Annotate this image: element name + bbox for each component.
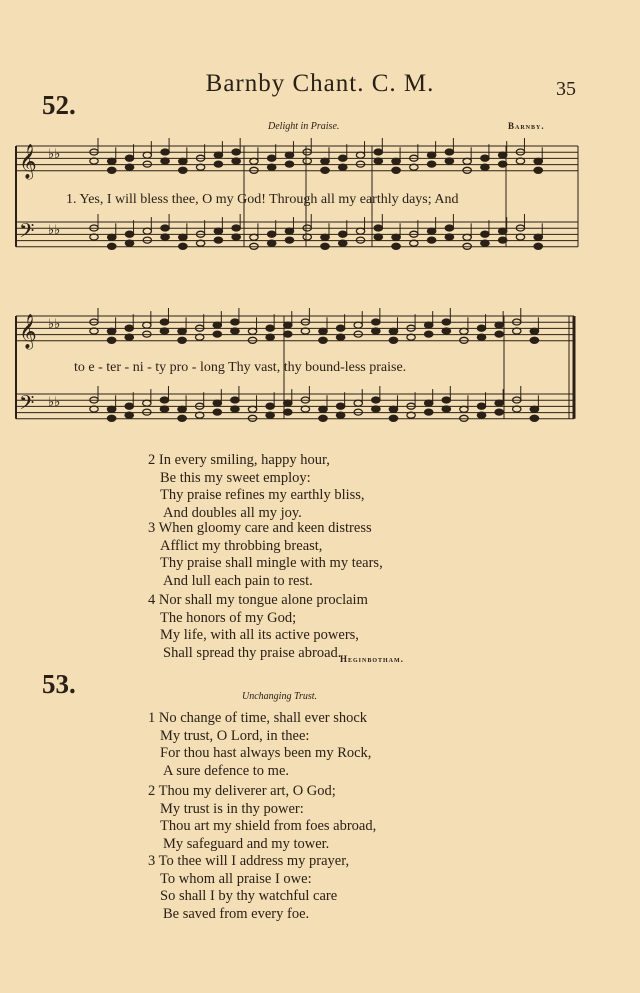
- key-signature: ♭♭: [48, 317, 61, 332]
- notehead: [374, 225, 382, 231]
- notehead: [213, 331, 221, 337]
- notehead: [336, 334, 344, 340]
- notehead: [319, 337, 327, 343]
- notehead: [389, 406, 397, 412]
- lyrics-line-2: to e - ter - ni - ty pro - long Thy vast, thy bound-less praise.: [74, 360, 407, 375]
- notehead: [267, 164, 275, 170]
- notehead: [356, 152, 364, 158]
- page-number: 35: [556, 78, 576, 100]
- notehead: [336, 412, 344, 418]
- notehead: [321, 243, 329, 249]
- notehead: [231, 397, 239, 403]
- notehead: [424, 331, 432, 337]
- notehead: [481, 164, 489, 170]
- notehead: [231, 406, 239, 412]
- notehead: [442, 328, 450, 334]
- notehead: [125, 155, 133, 161]
- notehead: [160, 406, 168, 412]
- notehead: [232, 158, 240, 164]
- notehead: [178, 337, 186, 343]
- treble-clef: 𝄞: [19, 144, 37, 179]
- bass-clef: 𝄢: [19, 391, 35, 419]
- notehead: [424, 400, 432, 406]
- notehead: [214, 152, 222, 158]
- notehead: [534, 243, 542, 249]
- notehead: [495, 331, 503, 337]
- composer-credit: Barnby.: [508, 121, 545, 131]
- notehead: [267, 231, 275, 237]
- notehead: [374, 234, 382, 240]
- notehead: [427, 152, 435, 158]
- notehead: [285, 228, 293, 234]
- bass-clef: 𝄢: [19, 219, 35, 247]
- notehead: [372, 406, 380, 412]
- notehead: [107, 415, 115, 421]
- notehead: [284, 322, 292, 328]
- notehead: [161, 149, 169, 155]
- notehead: [445, 225, 453, 231]
- notehead: [285, 161, 293, 167]
- notehead: [495, 409, 503, 415]
- notehead: [336, 403, 344, 409]
- notehead: [339, 164, 347, 170]
- notehead: [463, 234, 471, 240]
- notehead: [445, 158, 453, 164]
- notehead: [319, 328, 327, 334]
- notehead: [161, 225, 169, 231]
- notehead: [477, 412, 485, 418]
- stanza-52-4: 4 Nor shall my tongue alone proclaim The honors of my God; My life, with all its active powers, Shall spread thy praise abroad.: [148, 592, 368, 661]
- notehead: [481, 155, 489, 161]
- notehead: [372, 319, 380, 325]
- notehead: [107, 328, 115, 334]
- notehead: [534, 234, 542, 240]
- notehead: [107, 406, 115, 412]
- notehead: [530, 415, 538, 421]
- notehead: [498, 161, 506, 167]
- notehead: [285, 152, 293, 158]
- stanza-52-3: 3 When gloomy care and keen distress Afflict my throbbing breast, Thy praise shall mingle with my tears, And lull each pain to rest.: [148, 520, 383, 589]
- notehead: [178, 328, 186, 334]
- notehead: [267, 240, 275, 246]
- notehead: [214, 228, 222, 234]
- notehead: [534, 158, 542, 164]
- notehead: [319, 406, 327, 412]
- notehead: [372, 328, 380, 334]
- notehead: [160, 397, 168, 403]
- notehead: [266, 403, 274, 409]
- notehead: [477, 403, 485, 409]
- notehead: [319, 415, 327, 421]
- notehead: [178, 406, 186, 412]
- notehead: [374, 158, 382, 164]
- notehead: [339, 231, 347, 237]
- notehead: [427, 161, 435, 167]
- notehead: [392, 243, 400, 249]
- notehead: [442, 319, 450, 325]
- notehead: [498, 152, 506, 158]
- notehead: [534, 167, 542, 173]
- notehead: [284, 331, 292, 337]
- notehead: [530, 406, 538, 412]
- notehead: [214, 237, 222, 243]
- notehead: [442, 397, 450, 403]
- hymn-subtitle-53: Unchanging Trust.: [242, 691, 318, 702]
- notehead: [108, 167, 116, 173]
- lyrics-line-1: 1. Yes, I will bless thee, O my God! Through all my earthly days; And: [66, 192, 459, 207]
- notehead: [477, 334, 485, 340]
- notehead: [125, 334, 133, 340]
- notehead: [392, 158, 400, 164]
- treble-clef: 𝄞: [19, 314, 37, 349]
- notehead: [460, 406, 468, 412]
- notehead: [477, 325, 485, 331]
- notehead: [231, 319, 239, 325]
- notehead: [356, 228, 364, 234]
- notehead: [161, 234, 169, 240]
- notehead: [427, 237, 435, 243]
- notehead: [125, 403, 133, 409]
- notehead: [232, 234, 240, 240]
- notehead: [481, 231, 489, 237]
- notehead: [213, 322, 221, 328]
- notehead: [107, 337, 115, 343]
- notehead: [125, 412, 133, 418]
- notehead: [143, 228, 151, 234]
- notehead: [179, 158, 187, 164]
- notehead: [108, 234, 116, 240]
- notehead: [248, 328, 256, 334]
- author-credit: Heginbotham.: [340, 654, 404, 664]
- notehead: [498, 228, 506, 234]
- notehead: [213, 409, 221, 415]
- notehead: [125, 164, 133, 170]
- notehead: [445, 234, 453, 240]
- notehead: [143, 152, 151, 158]
- notehead: [266, 325, 274, 331]
- notehead: [389, 337, 397, 343]
- hymn-number-53: 53.: [42, 669, 76, 699]
- notehead: [179, 167, 187, 173]
- notehead: [445, 149, 453, 155]
- notehead: [284, 400, 292, 406]
- notehead: [284, 409, 292, 415]
- notehead: [339, 155, 347, 161]
- notehead: [179, 234, 187, 240]
- notehead: [354, 322, 362, 328]
- notehead: [143, 400, 151, 406]
- notehead: [495, 322, 503, 328]
- notehead: [495, 400, 503, 406]
- notehead: [232, 149, 240, 155]
- notehead: [392, 167, 400, 173]
- notehead: [463, 158, 471, 164]
- notehead: [392, 234, 400, 240]
- notehead: [339, 240, 347, 246]
- notehead: [143, 322, 151, 328]
- notehead: [178, 415, 186, 421]
- notehead: [424, 409, 432, 415]
- notehead: [108, 158, 116, 164]
- notehead: [427, 228, 435, 234]
- notehead: [336, 325, 344, 331]
- notehead: [125, 240, 133, 246]
- stanza-53-3: 3 To thee will I address my prayer, To whom all praise I owe: So shall I by thy watchful care Be saved from every foe.: [148, 853, 350, 922]
- notehead: [160, 319, 168, 325]
- hymn-subtitle-52: Delight in Praise.: [268, 121, 340, 132]
- notehead: [530, 328, 538, 334]
- notehead: [460, 328, 468, 334]
- notehead: [213, 400, 221, 406]
- notehead: [354, 400, 362, 406]
- stanza-52-2: 2 In every smiling, happy hour, Be this my sweet employ: Thy praise refines my earthly bliss, And doubles all my joy.: [148, 452, 365, 521]
- notehead: [372, 397, 380, 403]
- notehead: [374, 149, 382, 155]
- notehead: [389, 328, 397, 334]
- notehead: [498, 237, 506, 243]
- hymn-number-52: 52.: [42, 90, 76, 120]
- notehead: [232, 225, 240, 231]
- notehead: [248, 406, 256, 412]
- notehead: [231, 328, 239, 334]
- notehead: [160, 328, 168, 334]
- notehead: [214, 161, 222, 167]
- notehead: [481, 240, 489, 246]
- notehead: [389, 415, 397, 421]
- notehead: [250, 158, 258, 164]
- notehead: [125, 231, 133, 237]
- notehead: [161, 158, 169, 164]
- notehead: [424, 322, 432, 328]
- key-signature: ♭♭: [48, 395, 61, 410]
- notehead: [321, 158, 329, 164]
- stanza-53-2: 2 Thou my deliverer art, O God; My trust is in thy power: Thou art my shield from foes abroad, My safeguard and my tower.: [148, 783, 377, 852]
- hymn-title: Barnby Chant. C. M.: [205, 70, 435, 97]
- notehead: [321, 167, 329, 173]
- notehead: [250, 234, 258, 240]
- key-signature: ♭♭: [48, 223, 61, 238]
- stanza-53-1: 1 No change of time, shall ever shock My trust, O Lord, in thee: For thou hast always been my Rock, A sure defence to me.: [148, 710, 372, 779]
- notehead: [108, 243, 116, 249]
- notehead: [266, 334, 274, 340]
- key-signature: ♭♭: [48, 147, 61, 162]
- notehead: [321, 234, 329, 240]
- notehead: [285, 237, 293, 243]
- notehead: [442, 406, 450, 412]
- notehead: [266, 412, 274, 418]
- notehead: [125, 325, 133, 331]
- notehead: [267, 155, 275, 161]
- notehead: [179, 243, 187, 249]
- notehead: [530, 337, 538, 343]
